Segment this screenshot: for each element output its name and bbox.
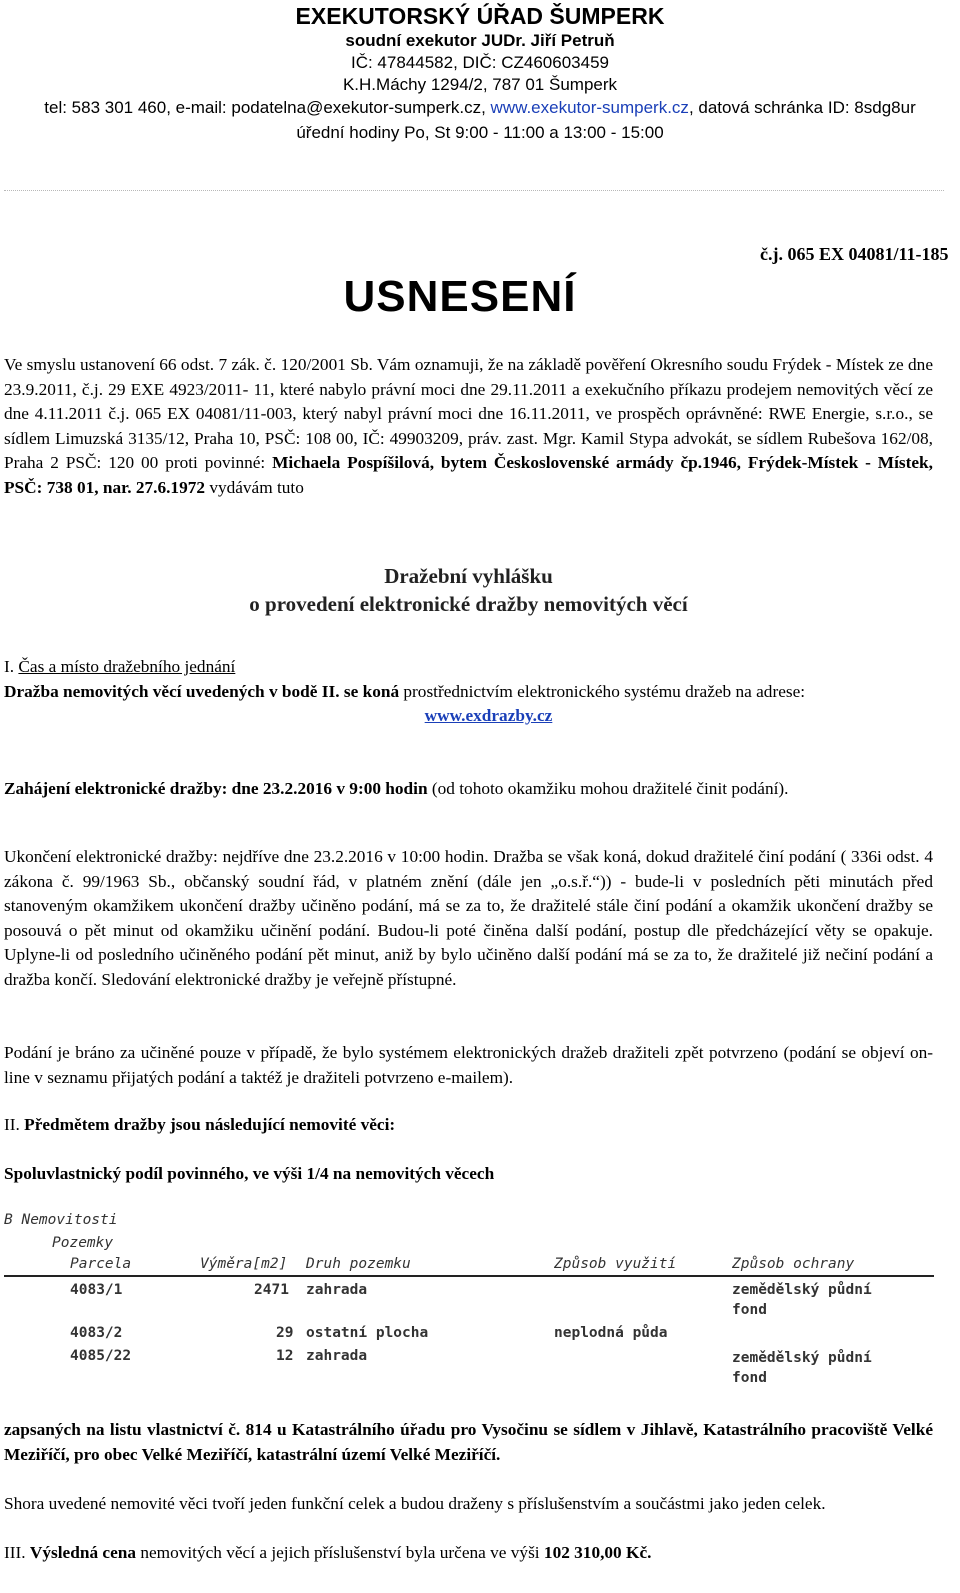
register-parcel-header: Parcela: [70, 1256, 132, 1272]
debtor: Michaela Pospíšilová, bytem Československé armády čp.1946, Frýdek-Místek - Místek, PSČ: 738 01, nar. 27.6.1972: [4, 453, 933, 497]
register-use-header: Způsob využití: [554, 1256, 677, 1272]
contact-suffix: , datová schránka ID: 8sdg8ur: [688, 98, 916, 117]
office-hours: úřední hodiny Po, St 9:00 - 11:00 a 13:00 - 15:00: [296, 123, 664, 142]
register-row-3-protection: zemědělský půdní: [732, 1350, 872, 1366]
website-link[interactable]: www.exekutor-sumperk.cz: [490, 98, 689, 117]
auction-subject: Dražba nemovitých věcí uvedených v bodě II.: [4, 681, 340, 701]
register-row-1-protection-cont: fond: [732, 1302, 767, 1318]
section-2-heading: [4, 1113, 933, 1138]
share-text: Spoluvlastnický podíl povinného, ve výši 1/4 na nemovitých věcech: [4, 1164, 495, 1183]
judge-name: soudní exekutor JUDr. Jiří Petruň: [345, 31, 615, 50]
registry-statement: [4, 1418, 933, 1467]
register-header-rule: [4, 1275, 934, 1277]
office-contacts: [20, 96, 940, 120]
registry-text: zapsaných na listu vlastnictví č. 814 u Katastrálního úřadu pro Vysočinu se sídlem v Jihlavě, Katastrálního pracoviště Velké Meziříčí, pro obec Velké Meziříčí, katastrální území Velké Meziříčí.: [4, 1420, 933, 1464]
section-3-number: III.: [4, 1543, 30, 1562]
register-row-1-protection: zemědělský půdní: [732, 1282, 872, 1298]
case-number: č.j. 065 EX 04081/11-185: [760, 244, 949, 264]
section-3: [4, 1541, 933, 1566]
section-2-number: II.: [4, 1115, 25, 1134]
auction-end: Ukončení elektronické dražby: nejdříve dne 23.2.2016 v 10:00 hodin. Dražba se však koná, dokud dražitelé činí podání ( 336i odst. 4 zákona č. 99/1963 Sb., občanský soudní řád, v platném znění (dále jen „o.s.ř.“)) - bude-li v posledních pěti minutách před stanoveným okamžikem ukončení dražby učiněno podání, má se za to, že dražitelé stále činí podání a okamžik ukončení dražby se posouvá o pět minut od okamžiku učinění podání. Budou-li poté činěna další podání, postup dle předcházející věty se opakuje. Uplyne-li od posledního učiněného podání pět minut, aniž by bylo učiněno další podání má se za to, že dražitelé již nečiní podání a dražba končí. Sledování elektronické dražby je veřejně přístupné.: [4, 847, 933, 989]
register-row-3-protection-cont: fond: [732, 1370, 767, 1386]
register-row-3-parcel: 4085/22: [70, 1348, 132, 1364]
office-header: [0, 0, 960, 144]
section-2-title: Předmětem dražby jsou následující nemovité věci:: [24, 1115, 396, 1134]
document-title: USNESENÍ: [343, 272, 577, 321]
office-name: EXEKUTORSKÝ ÚŘAD ŠUMPERK: [295, 3, 665, 29]
intro-text: Ve smyslu ustanovení 66 odst. 7 zák. č. 120/2001 Sb. Vám oznamuji, že na základě pověření Okresního soudu Frýdek - Místek ze dne 23.9.2011, č.j. 29 EXE 4923/2011- 11, které nabylo právní moci dne 29.11.2011 a exekučního příkazu prodejem nemovitých věcí ze dne 4.11.2011 č.j. 065 EX 04081/11-003, který nabyl právní moci dne 16.11.2011, ve prospěch oprávněné: RWE Energie, s.r.o., se sídlem Limuzská 3135/12, Praha 10, PSČ: 108 00, IČ: 49903209, práv. zast. Mgr. Kamil Stypa advokát, se sídlem Rubešova 162/08, Praha 2 PSČ: 120 00 proti povinné:: [4, 355, 933, 473]
register-row-1-parcel: 4083/1: [70, 1282, 123, 1298]
register-row-3-area: 12: [276, 1348, 294, 1364]
register-row-3-type: zahrada: [306, 1348, 368, 1364]
auction-start-note: (od tohoto okamžiku mohou dražitelé činit podání).: [427, 779, 789, 798]
property-register: [4, 1208, 934, 1393]
notice-title: [4, 562, 933, 618]
bid-confirmation: Podání je bráno za učiněné pouze v případě, že bylo systémem elektronických dražeb dražiteli zpět potvrzeno (podání se objeví on-line v seznamu přijatých podání a taktéž je dražiteli potvrzeno e-mailem).: [4, 1043, 933, 1087]
contact-prefix: tel: 583 301 460, e-mail: podatelna@exekutor-sumperk.cz,: [44, 98, 491, 117]
register-section-label: B Nemovitosti: [4, 1212, 118, 1228]
register-area-header: Výměra[m2]: [200, 1256, 288, 1272]
intro-end: vydávám tuto: [205, 477, 304, 497]
section-1: [4, 655, 933, 729]
section-1-title: Čas a místo dražebního jednání: [18, 657, 236, 676]
register-type-header: Druh pozemku: [306, 1256, 411, 1272]
notice-line-2: o provedení elektronické dražby nemovitých věcí: [249, 592, 688, 616]
register-row-1-area: 2471: [254, 1282, 289, 1298]
unit-statement: Shora uvedené nemovité věci tvoří jeden funkční celek a budou draženy s příslušenstvím a součástmi jako jeden celek.: [4, 1494, 826, 1513]
register-row-2-area: 29: [276, 1325, 294, 1341]
office-ids: IČ: 47844582, DIČ: CZ460603459: [350, 53, 609, 72]
register-row-2-use: neplodná půda: [554, 1325, 668, 1341]
register-row-2-parcel: 4083/2: [70, 1325, 123, 1341]
section-3-label: Výsledná cena: [29, 1543, 136, 1562]
office-address: K.H.Máchy 1294/2, 787 01 Šumperk: [342, 75, 618, 94]
share-statement: [4, 1162, 933, 1187]
register-row-2-type: ostatní plocha: [306, 1325, 429, 1341]
section-1-heading: [4, 655, 933, 680]
register-row-1-type: zahrada: [306, 1282, 368, 1298]
section-3-text: nemovitých věcí a jejich příslušenství byla určena ve výši: [136, 1543, 544, 1562]
register-protection-header: Způsob ochrany: [732, 1256, 855, 1272]
auction-place-text: prostřednictvím elektronického systému dražeb na adrese:: [399, 681, 806, 701]
section-1-number: I.: [4, 657, 19, 676]
auction-place: [4, 680, 933, 705]
header-separator: [4, 190, 944, 191]
auction-start: [4, 777, 933, 802]
register-pozemky-label: Pozemky: [52, 1235, 114, 1251]
final-price: 102 310,00 Kč.: [543, 1543, 652, 1562]
notice-line-1: Dražební vyhlášku: [384, 564, 553, 588]
auction-start-time: Zahájení elektronické dražby: dne 23.2.2016 v 9:00 hodin: [4, 779, 428, 798]
intro-paragraph: [4, 353, 933, 501]
auction-verb: se koná: [339, 681, 400, 701]
auction-url-link[interactable]: www.exdrazby.cz: [424, 706, 553, 726]
